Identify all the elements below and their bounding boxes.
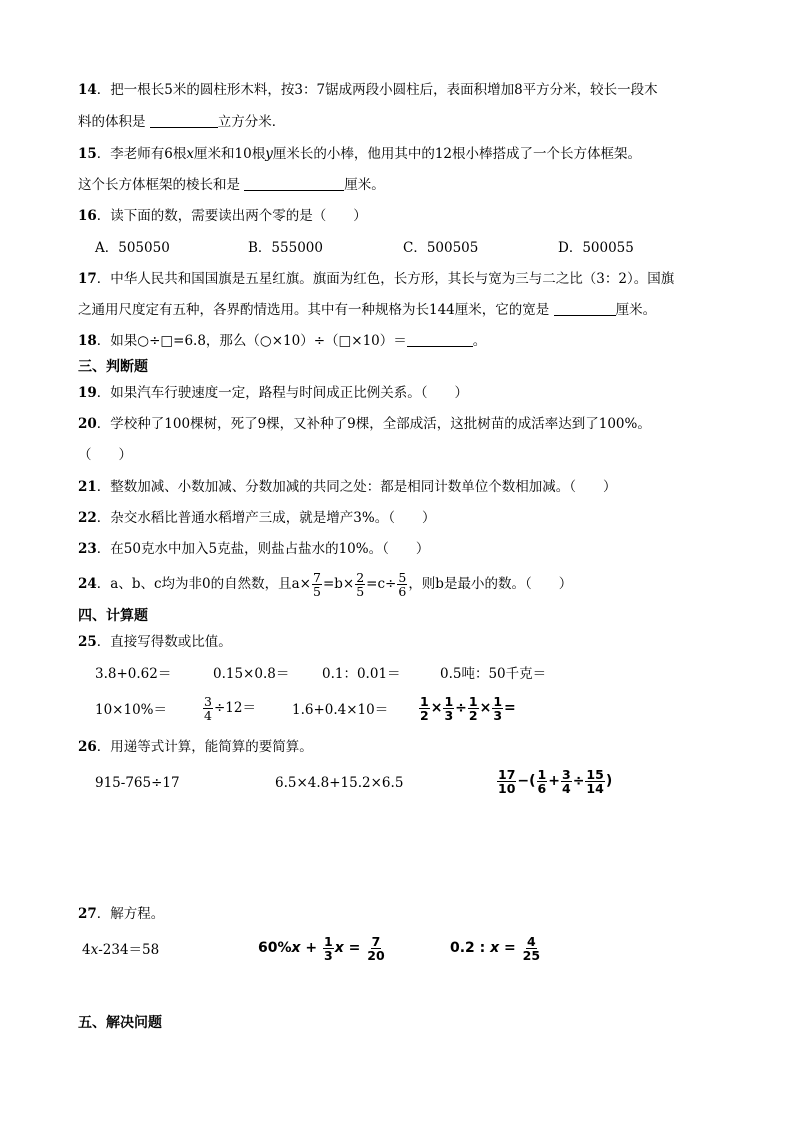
fraction: [561, 768, 572, 795]
variable-x: x: [490, 940, 500, 956]
expression-1: 915-765÷17: [95, 775, 180, 791]
question-20: [78, 415, 651, 433]
question-text: ．如果汽车行驶速度一定，路程与时间成正比例关系。（ ）: [96, 385, 469, 401]
fraction: [366, 935, 385, 962]
denominator: 3: [493, 707, 503, 723]
operator: ÷: [572, 773, 585, 789]
question-24: [78, 570, 572, 598]
option-a[interactable]: A．505050: [95, 240, 170, 256]
question-text: ．学校种了100棵树，死了9棵，又补种了9棵，全部成活，这批树苗的成活率达到了100%。: [96, 416, 651, 432]
expression-3: [496, 765, 612, 797]
option-b[interactable]: B．555000: [248, 240, 323, 256]
denominator: 2: [420, 707, 429, 723]
question-text: ．直接写得数或比值。: [96, 634, 232, 650]
fraction: [419, 695, 430, 722]
variable-x: x: [334, 940, 344, 956]
variable-y: y: [265, 146, 273, 162]
denominator: 3: [444, 707, 454, 723]
calc-item: 3.8+0.62＝: [95, 666, 172, 682]
question-text: 厘米和10根: [194, 146, 266, 162]
numerator: 15: [586, 766, 604, 782]
operator: ×: [430, 700, 443, 716]
variable-x: x: [291, 940, 301, 956]
question-number: 15: [78, 146, 97, 162]
question-text: ．在50克水中加入5克盐，则盐占盐水的10%。（ ）: [96, 541, 430, 557]
question-18: [78, 332, 486, 350]
denominator: 10: [498, 780, 516, 796]
question-20-answer-paren[interactable]: （ ）: [78, 447, 132, 463]
question-text: ．a、b、c均为非0的自然数，且a×: [96, 576, 311, 592]
question-26: [78, 738, 313, 756]
question-text: 。: [472, 333, 487, 349]
fraction: [323, 935, 334, 962]
question-21: [78, 478, 617, 496]
operator: ×: [479, 700, 492, 716]
question-number: 14: [78, 82, 97, 98]
question-27: [78, 905, 164, 923]
fraction: [497, 768, 516, 795]
fraction-3-4: [203, 695, 213, 722]
question-15-line-1: [78, 145, 641, 163]
answer-blank[interactable]: [554, 301, 616, 316]
section-heading-judgement: 三、判断题: [78, 359, 148, 375]
question-number: 24: [78, 576, 97, 592]
operator: =: [499, 940, 521, 956]
numerator: 2: [356, 570, 365, 585]
question-number: 23: [78, 541, 97, 557]
fraction: [492, 695, 503, 722]
question-text: ．读下面的数，需要读出两个零的是（ ）: [96, 208, 367, 224]
equation-text: -234＝58: [98, 942, 160, 958]
fraction: [585, 768, 604, 795]
numerator: 7: [371, 933, 381, 949]
denominator: 2: [468, 707, 478, 723]
operator: =: [504, 700, 516, 716]
operator: +: [300, 940, 323, 956]
question-text: ．把一根长5米的圆柱形木料，按3：7锯成两段小圆柱后，表面积增加8平方分米，较长一段木: [96, 82, 658, 98]
numerator: 1: [493, 693, 503, 709]
calc-item: 0.15×0.8＝: [213, 666, 290, 682]
answer-blank[interactable]: [244, 176, 344, 191]
question-17-line-2: [78, 301, 656, 319]
fraction-5-6: [397, 571, 407, 598]
option-c[interactable]: C．500505: [403, 240, 479, 256]
numerator: 17: [498, 766, 516, 782]
question-text: 这个长方体框架的棱长和是: [78, 177, 240, 193]
denominator: 14: [586, 780, 604, 796]
equation-2: [258, 932, 387, 964]
fraction: [537, 768, 548, 795]
calc-item: 10×10%＝: [95, 702, 167, 718]
question-17-line-1: [78, 270, 674, 288]
denominator: 6: [537, 780, 547, 796]
numerator: 7: [313, 570, 321, 585]
variable-x: x: [90, 942, 99, 958]
question-number: 19: [78, 385, 97, 401]
question-number: 21: [78, 479, 97, 495]
operator: −(: [517, 773, 536, 789]
question-text: 料的体积是: [78, 114, 146, 130]
numerator: 1: [468, 693, 478, 709]
question-number: 22: [78, 510, 97, 526]
question-text: ．李老师有6根: [96, 146, 187, 162]
fraction-2-5: [355, 571, 365, 598]
question-number: 18: [78, 333, 97, 349]
question-text: 厘米。: [344, 177, 385, 193]
numerator: 1: [537, 766, 547, 782]
denominator: 4: [561, 780, 571, 796]
fraction: [443, 695, 454, 722]
question-16: [78, 207, 367, 225]
numerator: 3: [204, 694, 212, 709]
calc-item-fraction-chain: [418, 693, 516, 723]
denominator: 6: [398, 584, 407, 599]
operator: ): [605, 773, 613, 789]
question-text: ．用递等式计算，能简算的要简算。: [96, 739, 313, 755]
numerator: 1: [420, 693, 429, 709]
fraction-7-5: [312, 571, 322, 598]
question-22: [78, 509, 435, 527]
calc-item-fraction-div: [202, 693, 256, 723]
question-text: 立方分米．: [217, 114, 286, 130]
operator: +: [548, 773, 560, 789]
question-number: 27: [78, 906, 97, 922]
question-text: ．整数加减、小数加减、分数加减的共同之处：都是相同计数单位个数相加减。（ ）: [96, 479, 617, 495]
answer-blank[interactable]: [407, 332, 473, 347]
question-19: [78, 384, 468, 402]
question-15-line-2: [78, 176, 385, 194]
section-heading-problem-solving: 五、解决问题: [78, 1015, 162, 1031]
operator: ÷: [455, 700, 467, 716]
expression-text: ÷12＝: [213, 700, 256, 716]
question-text: ．如果○÷□=6.8，那么（○×10）÷（□×10）＝: [96, 333, 407, 349]
equation-text: 60%: [258, 940, 292, 956]
question-number: 17: [78, 271, 97, 287]
question-text: ，则b是最小的数。（ ）: [408, 576, 573, 592]
denominator: 20: [367, 947, 385, 963]
question-text: =c÷: [366, 576, 397, 592]
question-number: 25: [78, 634, 97, 650]
question-number: 26: [78, 739, 97, 755]
calc-item: 0.1：0.01＝: [322, 666, 401, 682]
question-text: 之通用尺度定有五种，各界酌情选用。其中有一种规格为长144厘米，它的宽是: [78, 302, 550, 318]
equation-1: [82, 941, 159, 959]
fraction: [468, 695, 479, 722]
question-text: =b×: [322, 576, 355, 592]
question-number: 20: [78, 416, 97, 432]
numerator: 1: [324, 933, 333, 949]
denominator: 5: [313, 584, 321, 599]
equation-3: [450, 932, 542, 964]
operator: =: [343, 940, 366, 956]
question-number: 16: [78, 208, 97, 224]
expression-2: 6.5×4.8+15.2×6.5: [275, 775, 404, 791]
question-25: [78, 633, 232, 651]
numerator: 5: [398, 570, 407, 585]
option-d[interactable]: D．500055: [558, 240, 634, 256]
question-text: 厘米长的小棒，他用其中的12根小棒搭成了一个长方体框架。: [272, 146, 642, 162]
denominator: 5: [356, 584, 365, 599]
question-23: [78, 540, 429, 558]
denominator: 4: [204, 708, 212, 723]
section-heading-calculation: 四、计算题: [78, 608, 148, 624]
numerator: 4: [527, 933, 536, 949]
denominator: 3: [324, 947, 333, 963]
equation-text: 4: [82, 942, 91, 958]
fraction: [522, 935, 541, 962]
question-14-line-2: [78, 113, 285, 131]
denominator: 25: [522, 947, 541, 963]
question-14-line-1: [78, 81, 658, 99]
question-text: ．杂交水稻比普通水稻增产三成，就是增产3%。（ ）: [96, 510, 436, 526]
question-text: ．解方程。: [96, 906, 165, 922]
variable-x: x: [186, 146, 195, 162]
question-text: 厘米。: [615, 302, 657, 318]
question-text: ．中华人民共和国国旗是五星红旗。旗面为红色，长方形，其长与宽为三与二之比（3：2）。国旗: [96, 271, 675, 287]
calc-item: 1.6+0.4×10＝: [292, 702, 389, 718]
numerator: 1: [444, 693, 454, 709]
numerator: 3: [561, 766, 571, 782]
calc-item: 0.5吨：50千克＝: [440, 666, 547, 682]
equation-text: 0.2 :: [450, 940, 491, 956]
answer-blank[interactable]: [150, 113, 218, 128]
